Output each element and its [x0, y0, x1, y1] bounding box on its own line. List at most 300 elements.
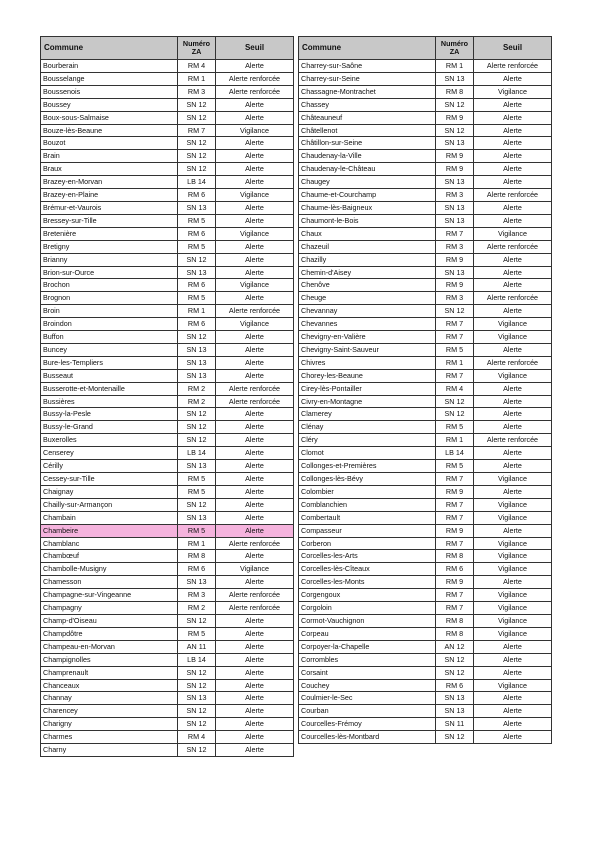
- header-commune: Commune: [299, 37, 436, 60]
- table-row: [41, 356, 294, 369]
- table-row: [299, 485, 552, 498]
- commune-cell: Charigny: [41, 718, 178, 731]
- commune-cell: Chaumont-le-Bois: [299, 214, 436, 227]
- commune-cell: Brémur-et-Vaurois: [41, 201, 178, 214]
- seuil-cell: Alerte: [216, 137, 294, 150]
- numero-za-cell: SN 12: [436, 124, 474, 137]
- commune-cell: Boussenois: [41, 85, 178, 98]
- commune-cell: Corpoyer-la-Chapelle: [299, 640, 436, 653]
- numero-za-cell: RM 5: [178, 627, 216, 640]
- table-row: [299, 524, 552, 537]
- seuil-cell: Alerte: [216, 408, 294, 421]
- table-row: [299, 550, 552, 563]
- commune-cell: Chamesson: [41, 576, 178, 589]
- commune-cell: Chaudenay-le-Château: [299, 163, 436, 176]
- seuil-cell: Alerte: [216, 292, 294, 305]
- table-row: [299, 85, 552, 98]
- numero-za-cell: SN 13: [178, 460, 216, 473]
- seuil-cell: Alerte: [216, 60, 294, 73]
- seuil-cell: Alerte: [474, 408, 552, 421]
- table-row: [41, 511, 294, 524]
- commune-cell: Civry-en-Montagne: [299, 395, 436, 408]
- numero-za-cell: SN 13: [178, 201, 216, 214]
- seuil-cell: Vigilance: [216, 318, 294, 331]
- commune-cell: Couchey: [299, 679, 436, 692]
- seuil-cell: Alerte renforcée: [216, 305, 294, 318]
- commune-cell: Censerey: [41, 447, 178, 460]
- table-row: [299, 589, 552, 602]
- table-row: [299, 395, 552, 408]
- table-row: [41, 421, 294, 434]
- numero-za-cell: RM 7: [436, 511, 474, 524]
- table-row: [299, 111, 552, 124]
- commune-cell: Collonges-et-Premières: [299, 460, 436, 473]
- seuil-cell: Vigilance: [216, 279, 294, 292]
- numero-za-cell: RM 5: [178, 524, 216, 537]
- seuil-cell: Alerte: [474, 640, 552, 653]
- seuil-cell: Vigilance: [474, 227, 552, 240]
- seuil-cell: Vigilance: [474, 85, 552, 98]
- numero-za-cell: SN 13: [436, 692, 474, 705]
- seuil-cell: Alerte: [216, 692, 294, 705]
- seuil-cell: Alerte: [474, 137, 552, 150]
- seuil-cell: Alerte: [474, 305, 552, 318]
- commune-cell: Chazilly: [299, 253, 436, 266]
- numero-za-cell: RM 4: [178, 731, 216, 744]
- commune-cell: Champrenault: [41, 666, 178, 679]
- numero-za-cell: SN 12: [436, 408, 474, 421]
- seuil-cell: Alerte: [216, 485, 294, 498]
- table-row: [299, 718, 552, 731]
- numero-za-cell: RM 9: [436, 163, 474, 176]
- table-row: [41, 150, 294, 163]
- table-row: [299, 305, 552, 318]
- table-row: [41, 189, 294, 202]
- seuil-cell: Alerte: [474, 653, 552, 666]
- numero-za-cell: SN 12: [436, 666, 474, 679]
- numero-za-cell: RM 7: [436, 473, 474, 486]
- commune-cell: Corrombles: [299, 653, 436, 666]
- table-row: [299, 498, 552, 511]
- commune-cell: Châtellenot: [299, 124, 436, 137]
- commune-cell: Compasseur: [299, 524, 436, 537]
- table-row: [299, 511, 552, 524]
- table-row: [299, 640, 552, 653]
- table-row: [41, 460, 294, 473]
- header-seuil: Seuil: [216, 37, 294, 60]
- commune-cell: Brazey-en-Morvan: [41, 176, 178, 189]
- table-row: [299, 292, 552, 305]
- numero-za-cell: SN 13: [436, 705, 474, 718]
- table-row: [299, 279, 552, 292]
- numero-za-cell: RM 2: [178, 382, 216, 395]
- numero-za-cell: SN 13: [178, 266, 216, 279]
- commune-cell: Charencey: [41, 705, 178, 718]
- numero-za-cell: RM 5: [178, 292, 216, 305]
- seuil-cell: Alerte: [216, 447, 294, 460]
- numero-za-cell: RM 3: [178, 589, 216, 602]
- table-row: [41, 434, 294, 447]
- table-row: [41, 692, 294, 705]
- commune-cell: Clomot: [299, 447, 436, 460]
- seuil-cell: Alerte: [474, 382, 552, 395]
- table-row: [41, 240, 294, 253]
- numero-za-cell: RM 5: [436, 343, 474, 356]
- table-row: [299, 189, 552, 202]
- commune-cell: Corpeau: [299, 627, 436, 640]
- seuil-cell: Vigilance: [474, 473, 552, 486]
- numero-za-cell: SN 12: [178, 498, 216, 511]
- seuil-cell: Vigilance: [474, 550, 552, 563]
- seuil-cell: Alerte: [216, 744, 294, 757]
- numero-za-cell: SN 12: [178, 137, 216, 150]
- commune-cell: Chaugey: [299, 176, 436, 189]
- numero-za-cell: RM 5: [178, 473, 216, 486]
- table-row: [41, 214, 294, 227]
- commune-cell: Collonges-lès-Bévy: [299, 473, 436, 486]
- table-row: [41, 640, 294, 653]
- seuil-cell: Alerte: [474, 266, 552, 279]
- numero-za-cell: RM 6: [436, 563, 474, 576]
- seuil-cell: Alerte: [474, 460, 552, 473]
- numero-za-cell: SN 13: [178, 369, 216, 382]
- table-row: [41, 576, 294, 589]
- seuil-cell: Vigilance: [474, 369, 552, 382]
- table-row: [299, 176, 552, 189]
- numero-za-cell: SN 12: [436, 731, 474, 744]
- table-row: [299, 98, 552, 111]
- table-row: [41, 266, 294, 279]
- numero-za-cell: RM 9: [436, 524, 474, 537]
- numero-za-cell: RM 9: [436, 111, 474, 124]
- commune-cell: Bussy-le-Grand: [41, 421, 178, 434]
- numero-za-cell: RM 9: [436, 253, 474, 266]
- table-row: [299, 343, 552, 356]
- numero-za-cell: SN 13: [178, 356, 216, 369]
- seuil-cell: Vigilance: [474, 563, 552, 576]
- commune-cell: Chaume-et-Courchamp: [299, 189, 436, 202]
- numero-za-cell: SN 13: [436, 72, 474, 85]
- seuil-cell: Alerte: [474, 395, 552, 408]
- numero-za-cell: RM 7: [436, 498, 474, 511]
- commune-cell: Chazeuil: [299, 240, 436, 253]
- table-row: [41, 201, 294, 214]
- seuil-cell: Alerte: [216, 718, 294, 731]
- seuil-cell: Vigilance: [474, 627, 552, 640]
- seuil-cell: Alerte: [474, 253, 552, 266]
- numero-za-cell: SN 12: [178, 150, 216, 163]
- seuil-cell: Alerte: [474, 176, 552, 189]
- numero-za-cell: RM 6: [436, 679, 474, 692]
- table-row: [299, 627, 552, 640]
- seuil-cell: Vigilance: [474, 498, 552, 511]
- numero-za-cell: RM 9: [436, 485, 474, 498]
- commune-cell: Channay: [41, 692, 178, 705]
- numero-za-cell: RM 5: [178, 240, 216, 253]
- numero-za-cell: RM 1: [178, 305, 216, 318]
- numero-za-cell: SN 13: [178, 576, 216, 589]
- seuil-cell: Alerte: [474, 421, 552, 434]
- table-row: [41, 718, 294, 731]
- commune-cell: Chaudenay-la-Ville: [299, 150, 436, 163]
- table-row: [41, 369, 294, 382]
- seuil-cell: Vigilance: [474, 614, 552, 627]
- numero-za-cell: RM 3: [436, 240, 474, 253]
- table-row: [41, 589, 294, 602]
- table-row: [299, 201, 552, 214]
- table-row: [299, 124, 552, 137]
- seuil-cell: Alerte: [474, 163, 552, 176]
- seuil-cell: Alerte: [216, 163, 294, 176]
- commune-cell: Chassey: [299, 98, 436, 111]
- numero-za-cell: RM 6: [178, 279, 216, 292]
- seuil-cell: Alerte: [216, 356, 294, 369]
- seuil-cell: Alerte: [474, 279, 552, 292]
- table-row: [299, 653, 552, 666]
- seuil-cell: Alerte: [216, 511, 294, 524]
- commune-cell: Cormot-Vauchignon: [299, 614, 436, 627]
- commune-cell: Cheuge: [299, 292, 436, 305]
- commune-cell: Champignolles: [41, 653, 178, 666]
- seuil-cell: Alerte: [216, 524, 294, 537]
- table-row: [299, 576, 552, 589]
- numero-za-cell: RM 5: [436, 460, 474, 473]
- numero-za-cell: RM 8: [436, 627, 474, 640]
- table-row: [299, 460, 552, 473]
- table-row: [41, 292, 294, 305]
- commune-cell: Chevigny-Saint-Sauveur: [299, 343, 436, 356]
- numero-za-cell: RM 5: [178, 214, 216, 227]
- commune-cell: Brion-sur-Ource: [41, 266, 178, 279]
- numero-za-cell: SN 12: [178, 408, 216, 421]
- seuil-cell: Alerte: [216, 201, 294, 214]
- table-row: [299, 537, 552, 550]
- numero-za-cell: RM 8: [436, 614, 474, 627]
- commune-cell: Chambœuf: [41, 550, 178, 563]
- seuil-cell: Alerte: [474, 343, 552, 356]
- seuil-cell: Alerte: [216, 369, 294, 382]
- commune-cell: Cessey-sur-Tille: [41, 473, 178, 486]
- seuil-cell: Alerte: [474, 124, 552, 137]
- numero-za-cell: SN 12: [178, 744, 216, 757]
- seuil-cell: Vigilance: [216, 189, 294, 202]
- table-row: [41, 253, 294, 266]
- commune-cell: Chailly-sur-Armançon: [41, 498, 178, 511]
- table-row: [299, 227, 552, 240]
- commune-cell: Brazey-en-Plaine: [41, 189, 178, 202]
- numero-za-cell: SN 13: [436, 137, 474, 150]
- numero-za-cell: SN 13: [178, 343, 216, 356]
- seuil-cell: Vigilance: [474, 318, 552, 331]
- numero-za-cell: RM 2: [178, 395, 216, 408]
- seuil-cell: Vigilance: [216, 124, 294, 137]
- seuil-cell: Alerte renforcée: [216, 395, 294, 408]
- table-row: [299, 692, 552, 705]
- table-row: [41, 550, 294, 563]
- numero-za-cell: RM 8: [178, 550, 216, 563]
- seuil-cell: Vigilance: [216, 227, 294, 240]
- seuil-cell: Alerte: [216, 627, 294, 640]
- seuil-cell: Alerte: [216, 434, 294, 447]
- numero-za-cell: SN 13: [436, 266, 474, 279]
- commune-cell: Corcelles-les-Monts: [299, 576, 436, 589]
- commune-cell: Buffon: [41, 331, 178, 344]
- seuil-cell: Alerte: [216, 150, 294, 163]
- seuil-cell: Alerte: [474, 72, 552, 85]
- seuil-cell: Alerte: [216, 731, 294, 744]
- commune-cell: Courcelles-lès-Montbard: [299, 731, 436, 744]
- numero-za-cell: RM 9: [436, 150, 474, 163]
- numero-za-cell: RM 8: [436, 550, 474, 563]
- numero-za-cell: SN 13: [178, 511, 216, 524]
- numero-za-cell: RM 6: [178, 189, 216, 202]
- table-row: [41, 447, 294, 460]
- table-row: [41, 666, 294, 679]
- numero-za-cell: RM 7: [436, 537, 474, 550]
- seuil-cell: Alerte: [216, 666, 294, 679]
- numero-za-cell: RM 1: [436, 60, 474, 73]
- commune-cell: Bressey-sur-Tille: [41, 214, 178, 227]
- table-row: [41, 124, 294, 137]
- numero-za-cell: SN 13: [436, 214, 474, 227]
- numero-za-cell: SN 12: [436, 395, 474, 408]
- table-row: [41, 137, 294, 150]
- seuil-cell: Vigilance: [216, 563, 294, 576]
- table-row: [41, 227, 294, 240]
- table-header-row: [41, 37, 294, 60]
- numero-za-cell: RM 2: [178, 602, 216, 615]
- numero-za-cell: SN 13: [436, 201, 474, 214]
- seuil-cell: Alerte renforcée: [474, 240, 552, 253]
- commune-cell: Brochon: [41, 279, 178, 292]
- seuil-cell: Alerte: [216, 614, 294, 627]
- numero-za-cell: RM 8: [436, 85, 474, 98]
- numero-za-cell: RM 7: [436, 602, 474, 615]
- numero-za-cell: SN 12: [178, 253, 216, 266]
- commune-cell: Corgengoux: [299, 589, 436, 602]
- numero-za-cell: SN 13: [436, 176, 474, 189]
- table-row: [41, 705, 294, 718]
- commune-cell: Châteauneuf: [299, 111, 436, 124]
- table-row: [41, 279, 294, 292]
- commune-cell: Busserotte-et-Montenaille: [41, 382, 178, 395]
- commune-cell: Cléry: [299, 434, 436, 447]
- numero-za-cell: LB 14: [178, 176, 216, 189]
- commune-cell: Clamerey: [299, 408, 436, 421]
- commune-cell: Chambeire: [41, 524, 178, 537]
- table-row: [299, 331, 552, 344]
- table-row: [41, 537, 294, 550]
- commune-cell: Corsaint: [299, 666, 436, 679]
- numero-za-cell: SN 12: [436, 98, 474, 111]
- table-row: [299, 318, 552, 331]
- numero-za-cell: LB 14: [178, 653, 216, 666]
- table-row: [41, 60, 294, 73]
- seuil-cell: Vigilance: [474, 331, 552, 344]
- seuil-cell: Alerte renforcée: [216, 602, 294, 615]
- seuil-cell: Alerte renforcée: [474, 356, 552, 369]
- table-row: [41, 395, 294, 408]
- commune-cell: Brain: [41, 150, 178, 163]
- commune-cell: Champeau-en-Morvan: [41, 640, 178, 653]
- commune-cell: Chaume-lès-Baigneux: [299, 201, 436, 214]
- numero-za-cell: AN 11: [178, 640, 216, 653]
- commune-cell: Bretigny: [41, 240, 178, 253]
- numero-za-cell: SN 12: [178, 434, 216, 447]
- table-row: [41, 305, 294, 318]
- table-row: [299, 563, 552, 576]
- commune-cell: Bretenière: [41, 227, 178, 240]
- numero-za-cell: SN 12: [178, 614, 216, 627]
- numero-za-cell: RM 1: [178, 537, 216, 550]
- numero-za-cell: AN 12: [436, 640, 474, 653]
- commune-cell: Chanceaux: [41, 679, 178, 692]
- commune-cell: Bussières: [41, 395, 178, 408]
- commune-cell: Champdôtre: [41, 627, 178, 640]
- commune-cell: Champagne-sur-Vingeanne: [41, 589, 178, 602]
- numero-za-cell: RM 3: [178, 85, 216, 98]
- commune-cell: Chaux: [299, 227, 436, 240]
- table-row: [299, 434, 552, 447]
- seuil-cell: Alerte: [474, 524, 552, 537]
- table-row: [41, 627, 294, 640]
- numero-za-cell: SN 12: [178, 705, 216, 718]
- seuil-cell: Alerte: [216, 266, 294, 279]
- commune-cell: Chevannes: [299, 318, 436, 331]
- commune-cell: Chevannay: [299, 305, 436, 318]
- numero-za-cell: LB 14: [178, 447, 216, 460]
- numero-za-cell: RM 7: [436, 369, 474, 382]
- numero-za-cell: RM 7: [178, 124, 216, 137]
- seuil-cell: Alerte: [216, 653, 294, 666]
- header-seuil: Seuil: [474, 37, 552, 60]
- numero-za-cell: RM 9: [436, 576, 474, 589]
- commune-cell: Brianny: [41, 253, 178, 266]
- seuil-cell: Vigilance: [474, 589, 552, 602]
- commune-cell: Corcelles-lès-Cîteaux: [299, 563, 436, 576]
- seuil-cell: Alerte renforcée: [474, 60, 552, 73]
- table-row: [299, 253, 552, 266]
- seuil-cell: Alerte renforcée: [474, 189, 552, 202]
- table-row: [41, 111, 294, 124]
- table-row: [41, 98, 294, 111]
- table-row: [299, 150, 552, 163]
- numero-za-cell: SN 12: [178, 98, 216, 111]
- numero-za-cell: RM 7: [436, 227, 474, 240]
- numero-za-cell: SN 11: [436, 718, 474, 731]
- table-row: [299, 356, 552, 369]
- commune-cell: Courcelles-Frémoy: [299, 718, 436, 731]
- table-row: [299, 731, 552, 744]
- seuil-cell: Alerte: [474, 485, 552, 498]
- table-row: [299, 408, 552, 421]
- table-row: [41, 318, 294, 331]
- commune-cell: Chambolle-Musigny: [41, 563, 178, 576]
- table-row: [41, 163, 294, 176]
- commune-cell: Chivres: [299, 356, 436, 369]
- commune-cell: Coulmier-le-Sec: [299, 692, 436, 705]
- commune-cell: Châtillon-sur-Seine: [299, 137, 436, 150]
- seuil-cell: Alerte: [216, 421, 294, 434]
- seuil-cell: Vigilance: [474, 511, 552, 524]
- table-row: [41, 524, 294, 537]
- table-row: [299, 666, 552, 679]
- table-row: [299, 705, 552, 718]
- commune-cell: Cérilly: [41, 460, 178, 473]
- seuil-cell: Alerte: [474, 731, 552, 744]
- commune-cell: Broindon: [41, 318, 178, 331]
- header-numero-za: Numéro ZA: [436, 37, 474, 60]
